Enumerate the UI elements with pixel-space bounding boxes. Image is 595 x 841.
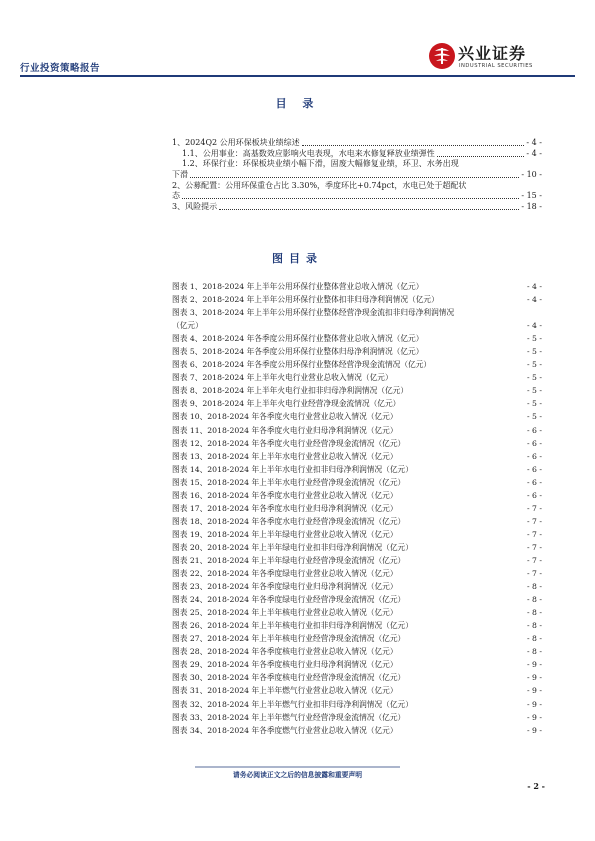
figure-entry[interactable] <box>172 698 542 711</box>
toc-entry[interactable] <box>172 191 542 202</box>
figure-entry-page: - 8 - <box>527 621 542 631</box>
figure-entry-label: 图表 25、2018-2024 年上半年核电行业营业总收入情况（亿元） <box>172 608 398 618</box>
page-number: - 2 - <box>527 781 545 791</box>
figure-entry-label: 图表 2、2018-2024 年上半年公用环保行业整体扣非归母净利润情况（亿元） <box>172 295 439 305</box>
figure-entry-label: 图表 18、2018-2024 年各季度水电行业经营净现金流情况（亿元） <box>172 516 406 526</box>
figure-entry[interactable] <box>172 437 542 450</box>
figure-entry-label: （亿元） <box>172 321 203 331</box>
figure-list <box>172 280 542 737</box>
figure-entry[interactable] <box>172 658 542 671</box>
figure-entry-label: 图表 9、2018-2024 年上半年火电行业经营净现金流情况（亿元） <box>172 399 401 409</box>
toc-entry-label: 2、公募配置：公用环保重仓占比 3.30%，季度环比+0.74pct，水电已处于超配状 <box>172 180 467 190</box>
figure-entry[interactable] <box>172 306 542 319</box>
figure-entry[interactable] <box>172 580 542 593</box>
figure-entry-page: - 8 - <box>527 608 542 618</box>
figure-entry-page: - 9 - <box>527 699 542 709</box>
figure-entry-label: 图表 21、2018-2024 年上半年绿电行业经营净现金流情况（亿元） <box>172 555 406 565</box>
figure-entry-label: 图表 15、2018-2024 年上半年水电行业经营净现金流情况（亿元） <box>172 477 406 487</box>
figure-entry-label: 图表 33、2018-2024 年上半年燃气行业经营净现金流情况（亿元） <box>172 712 406 722</box>
figure-entry-page: - 7 - <box>527 569 542 579</box>
figure-entry-page: - 5 - <box>527 334 542 344</box>
table-of-contents <box>172 138 542 213</box>
figure-entry[interactable] <box>172 567 542 580</box>
toc-entry-label: 3、风险提示 <box>172 202 218 212</box>
figure-entry-label: 图表 4、2018-2024 年各季度公用环保行业整体营业总收入情况（亿元） <box>172 334 424 344</box>
toc-entry-page: - 4 - <box>526 138 542 147</box>
figure-entry-label: 图表 20、2018-2024 年上半年绿电行业扣非归母净利润情况（亿元） <box>172 542 413 552</box>
figure-entry-page: - 9 - <box>527 660 542 670</box>
figure-entry[interactable] <box>172 463 542 476</box>
figure-entry[interactable] <box>172 645 542 658</box>
figure-entry[interactable] <box>172 319 542 332</box>
figure-entry-page: - 4 - <box>527 295 542 305</box>
toc-entry[interactable] <box>172 159 542 170</box>
figure-entry-label: 图表 30、2018-2024 年各季度核电行业经营净现金流情况（亿元） <box>172 673 406 683</box>
figure-entry-page: - 5 - <box>527 373 542 383</box>
figure-entry-label: 图表 3、2018-2024 年上半年公用环保行业整体经营净现金流扣非归母净利润情况 <box>172 308 455 318</box>
figure-entry-page: - 6 - <box>527 464 542 474</box>
figure-entry-label: 图表 5、2018-2024 年各季度公用环保行业整体归母净利润情况（亿元） <box>172 347 424 357</box>
figure-entry-label: 图表 12、2018-2024 年各季度火电行业经营净现金流情况（亿元） <box>172 438 406 448</box>
toc-entry-label: 1、2024Q2 公用环保板块业绩综述 <box>172 138 300 147</box>
figure-entry-page: - 5 - <box>527 399 542 409</box>
figure-entry-label: 图表 6、2018-2024 年各季度公用环保行业整体经营净现金流情况（亿元） <box>172 360 432 370</box>
figure-entry[interactable] <box>172 384 542 397</box>
toc-entry[interactable] <box>172 202 542 213</box>
figure-entry-label: 图表 28、2018-2024 年各季度核电行业营业总收入情况（亿元） <box>172 647 398 657</box>
figure-entry-page: - 6 - <box>527 425 542 435</box>
figure-entry-label: 图表 11、2018-2024 年各季度火电行业归母净利润情况（亿元） <box>172 425 398 435</box>
figure-entry-label: 图表 14、2018-2024 年上半年水电行业扣非归母净利润情况（亿元） <box>172 464 413 474</box>
figure-entry-page: - 9 - <box>527 686 542 696</box>
figure-entry-page: - 6 - <box>527 477 542 487</box>
figure-entry[interactable] <box>172 332 542 345</box>
logo-chinese-name: 兴业证券 <box>458 44 527 63</box>
toc-entry[interactable] <box>172 149 542 160</box>
figure-entry-page: - 6 - <box>527 490 542 500</box>
toc-entry-label: 下滑 <box>172 170 188 180</box>
figure-entry-label: 图表 1、2018-2024 年上半年公用环保行业整体营业总收入情况（亿元） <box>172 282 424 291</box>
figure-entry-page: - 8 - <box>527 634 542 644</box>
figure-entry[interactable] <box>172 711 542 724</box>
figure-entry-page: - 4 - <box>527 321 542 331</box>
figure-entry[interactable] <box>172 476 542 489</box>
figure-entry-page: - 8 - <box>527 647 542 657</box>
figure-entry-label: 图表 8、2018-2024 年上半年火电行业扣非归母净利润情况（亿元） <box>172 386 409 396</box>
toc-entry-leader <box>190 170 519 178</box>
figure-entry-label: 图表 32、2018-2024 年上半年燃气行业扣非归母净利润情况（亿元） <box>172 699 413 709</box>
report-type-label: 行业投资策略报告 <box>20 63 101 74</box>
figure-entry[interactable] <box>172 424 542 437</box>
toc-entry-label: 1.2、环保行业：环保板块业绩小幅下滑，固废大幅修复业绩，环卫、水务出现 <box>182 159 459 169</box>
figure-entry-label: 图表 19、2018-2024 年上半年绿电行业营业总收入情况（亿元） <box>172 529 398 539</box>
figure-entry[interactable] <box>172 502 542 515</box>
figure-entry[interactable] <box>172 541 542 554</box>
figure-entry[interactable] <box>172 619 542 632</box>
figure-entry[interactable] <box>172 515 542 528</box>
figure-list-title: 图目录 <box>272 252 323 265</box>
figure-entry-label: 图表 10、2018-2024 年各季度火电行业营业总收入情况（亿元） <box>172 412 398 422</box>
figure-entry[interactable] <box>172 684 542 697</box>
figure-entry-page: - 7 - <box>527 516 542 526</box>
figure-entry-page: - 8 - <box>527 582 542 592</box>
figure-entry-page: - 7 - <box>527 503 542 513</box>
figure-entry-label: 图表 34、2018-2024 年各季度燃气行业营业总收入情况（亿元） <box>172 725 398 735</box>
figure-entry[interactable] <box>172 489 542 502</box>
toc-entry[interactable] <box>172 138 542 149</box>
figure-entry-label: 图表 31、2018-2024 年上半年燃气行业营业总收入情况（亿元） <box>172 686 398 696</box>
figure-entry-label: 图表 13、2018-2024 年上半年水电行业营业总收入情况（亿元） <box>172 451 398 461</box>
toc-entry-page: - 4 - <box>526 148 542 158</box>
figure-entry-page: - 7 - <box>527 529 542 539</box>
figure-entry-page: - 5 - <box>527 386 542 396</box>
toc-entry-label: 1.1、公用事业：高基数效应影响火电表现，水电来水修复释放业绩弹性 <box>182 148 435 158</box>
figure-entry[interactable] <box>172 410 542 423</box>
figure-entry[interactable] <box>172 671 542 684</box>
figure-entry-page: - 6 - <box>527 451 542 461</box>
toc-entry-leader <box>182 191 519 199</box>
figure-entry[interactable] <box>172 358 542 371</box>
figure-entry-label: 图表 23、2018-2024 年各季度绿电行业归母净利润情况（亿元） <box>172 582 398 592</box>
figure-entry-page: - 9 - <box>527 725 542 735</box>
toc-entry-label: 态 <box>172 191 180 201</box>
toc-entry[interactable] <box>172 181 542 192</box>
figure-entry-page: - 7 - <box>527 542 542 552</box>
figure-entry-label: 图表 26、2018-2024 年上半年核电行业扣非归母净利润情况（亿元） <box>172 621 413 631</box>
figure-entry[interactable] <box>172 293 542 306</box>
figure-entry-page: - 7 - <box>527 555 542 565</box>
figure-entry[interactable] <box>172 450 542 463</box>
figure-entry-page: - 9 - <box>527 712 542 722</box>
figure-entry[interactable] <box>172 632 542 645</box>
figure-entry-page: - 4 - <box>527 282 542 291</box>
figure-entry-page: - 5 - <box>527 360 542 370</box>
toc-entry[interactable] <box>172 170 542 181</box>
figure-entry[interactable] <box>172 606 542 619</box>
figure-entry-label: 图表 22、2018-2024 年各季度绿电行业营业总收入情况（亿元） <box>172 569 398 579</box>
logo-english-name: INDUSTRIAL SECURITIES <box>459 63 533 69</box>
figure-entry[interactable] <box>172 371 542 384</box>
figure-entry-page: - 8 - <box>527 595 542 605</box>
figure-entry-label: 图表 17、2018-2024 年各季度水电行业归母净利润情况（亿元） <box>172 503 398 513</box>
toc-entry-leader <box>302 138 524 146</box>
figure-entry-label: 图表 29、2018-2024 年各季度核电行业归母净利润情况（亿元） <box>172 660 398 670</box>
company-logo <box>428 41 550 73</box>
figure-entry[interactable] <box>172 397 542 410</box>
figure-entry[interactable] <box>172 345 542 358</box>
figure-entry-label: 图表 16、2018-2024 年各季度水电行业营业总收入情况（亿元） <box>172 490 398 500</box>
logo-emblem-icon <box>428 42 456 70</box>
toc-title: 目 录 <box>275 97 320 110</box>
figure-entry-page: - 5 - <box>527 412 542 422</box>
toc-entry-page: - 18 - <box>521 202 542 212</box>
figure-entry[interactable] <box>172 528 542 541</box>
disclaimer-note: 请务必阅读正文之后的信息披露和重要声明 <box>232 771 363 779</box>
figure-entry[interactable] <box>172 554 542 567</box>
figure-entry[interactable] <box>172 593 542 606</box>
toc-entry-leader <box>219 202 519 210</box>
header-divider <box>20 75 575 77</box>
toc-entry-page: - 15 - <box>521 191 542 201</box>
figure-entry-page: - 5 - <box>527 347 542 357</box>
figure-entry-page: - 9 - <box>527 673 542 683</box>
toc-entry-page: - 10 - <box>521 170 542 180</box>
figure-entry-label: 图表 7、2018-2024 年上半年火电行业营业总收入情况（亿元） <box>172 373 393 383</box>
figure-entry[interactable] <box>172 724 542 737</box>
figure-entry-label: 图表 27、2018-2024 年上半年核电行业经营净现金流情况（亿元） <box>172 634 406 644</box>
figure-entry[interactable] <box>172 280 542 293</box>
figure-entry-page: - 6 - <box>527 438 542 448</box>
figure-entry-label: 图表 24、2018-2024 年各季度绿电行业经营净现金流情况（亿元） <box>172 595 406 605</box>
toc-entry-leader <box>437 149 524 157</box>
